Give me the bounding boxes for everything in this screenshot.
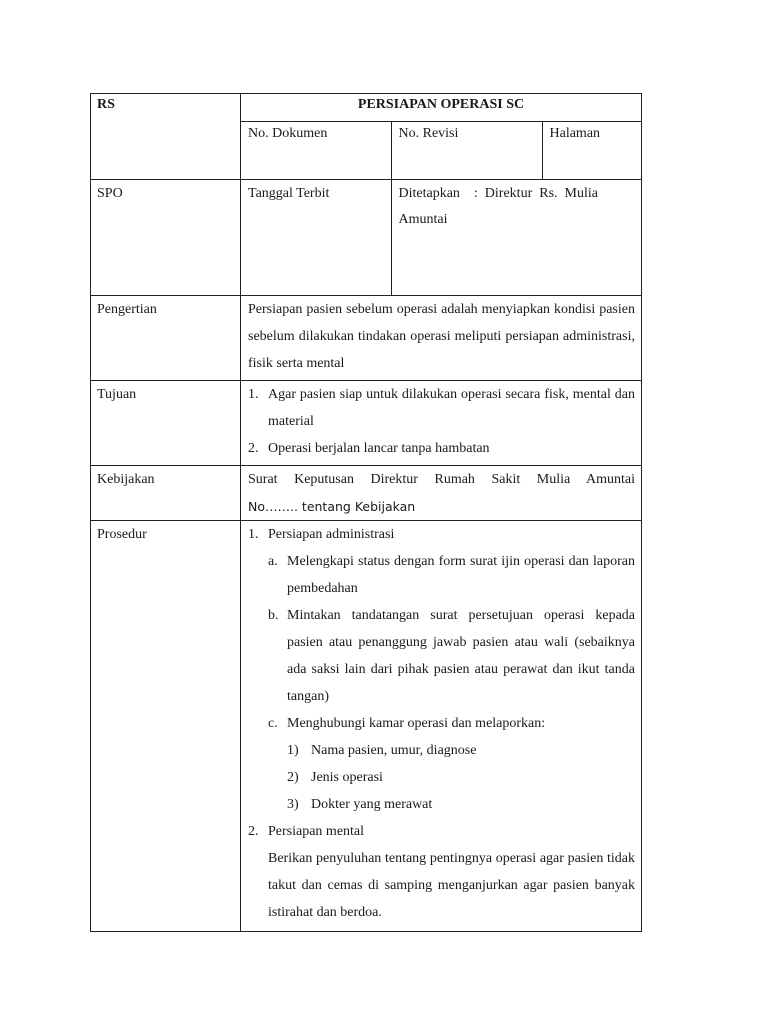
sub-list [248,548,635,737]
sub-list-letter: b. [268,608,279,623]
list-item [248,818,635,845]
sub-sub-list-number: 2) [287,770,299,785]
list-item [248,381,635,435]
title-cell [241,94,642,180]
prosedur-content-cell [241,521,642,932]
spo-info-cell [241,180,642,296]
tujuan-content-cell [241,381,642,466]
kebijakan-label-cell [91,466,241,521]
pengertian-row [91,296,642,381]
rs-cell [91,94,241,180]
no-revisi-cell [391,122,542,179]
spo-cell [91,180,241,296]
kebijakan-label: Kebijakan [97,472,155,487]
list-number: 1. [248,527,259,542]
sub-list-letter: c. [268,716,278,731]
ditetapkan-line2: Amuntai [398,212,448,227]
sub-sub-list-text: Jenis operasi [311,770,383,785]
document-info-table [241,122,641,179]
sub-list-item [268,548,635,602]
kebijakan-content-cell [241,466,642,521]
mental-paragraph: Berikan penyuluhan tentang pentingnya operasi agar pasien tidak takut dan cemas di samping menganjurkan agar pasien banyak istirahat dan berdoa. [268,851,635,920]
tujuan-row [91,381,642,466]
spo-info-table [241,180,641,295]
tujuan-list [241,381,641,465]
sub-list-text: Mintakan tandatangan surat persetujuan operasi kepada pasien atau penanggung jawab pasien atau wali (sebaiknya ada saksi lain dari pihak pasien atau perawat dan ikut tanda tangan) [287,608,635,704]
list-item [248,521,635,548]
list-number: 1. [248,387,259,402]
list-text: Operasi berjalan lancar tanpa hambatan [268,441,490,456]
kebijakan-row [91,466,642,521]
sub-sub-list-item [287,764,635,791]
list-number: 2. [248,441,259,456]
header-row [91,94,642,180]
list-text: Persiapan mental [268,824,365,839]
pengertian-label: Pengertian [97,302,157,317]
list-item [248,435,635,462]
kebijakan-text [241,466,641,520]
sub-list-letter: a. [268,554,278,569]
tanggal-terbit-cell [241,180,391,295]
kebijakan-line1: Surat Keputusan Direktur Rumah Sakit Mulia Amuntai [248,472,635,487]
list-text: Persiapan administrasi [268,527,395,542]
sub-list-text: Menghubungi kamar operasi dan melaporkan: [287,716,546,731]
sub-list-item [268,710,635,737]
spo-row [91,180,642,296]
sub-sub-list-item [287,791,635,818]
no-dokumen-cell [241,122,391,179]
document-title: PERSIAPAN OPERASI SC [241,94,641,122]
prosedur-label-cell [91,521,241,932]
prosedur-row [91,521,642,932]
sub-sub-list-text: Nama pasien, umur, diagnose [311,743,477,758]
ditetapkan-line1: Ditetapkan : Direktur Rs. Mulia [398,186,598,201]
pengertian-text: Persiapan pasien sebelum operasi adalah menyiapkan kondisi pasien sebelum dilakukan tindakan operasi meliputi persiapan administrasi, fisik serta mental [248,302,635,371]
tujuan-label: Tujuan [97,387,137,402]
sub-sub-list-item [287,737,635,764]
spo-table [90,93,642,932]
sub-sub-list-number: 1) [287,743,299,758]
sub-list-item [268,602,635,710]
sub-sub-list [248,737,635,818]
sub-sub-list-text: Dokter yang merawat [311,797,433,812]
no-revisi-label: No. Revisi [398,126,459,141]
sub-sub-list-number: 3) [287,797,299,812]
halaman-label: Halaman [549,126,601,141]
prosedur-label: Prosedur [97,527,147,542]
kebijakan-line2: No…….. tentang Kebijakan [248,499,416,514]
tanggal-terbit-label: Tanggal Terbit [248,186,330,201]
ditetapkan-cell [391,180,641,295]
pengertian-content-cell [241,296,642,381]
list-text: Agar pasien siap untuk dilakukan operasi secara fisk, mental dan material [268,387,635,429]
halaman-cell [542,122,641,179]
pengertian-label-cell [91,296,241,381]
list-number: 2. [248,824,259,839]
prosedur-list [241,521,641,931]
rs-label: RS [97,97,115,112]
sub-list-text: Melengkapi status dengan form surat ijin operasi dan laporan pembedahan [287,554,635,596]
no-dokumen-label: No. Dokumen [248,126,328,141]
tujuan-label-cell [91,381,241,466]
spo-label: SPO [97,186,123,201]
